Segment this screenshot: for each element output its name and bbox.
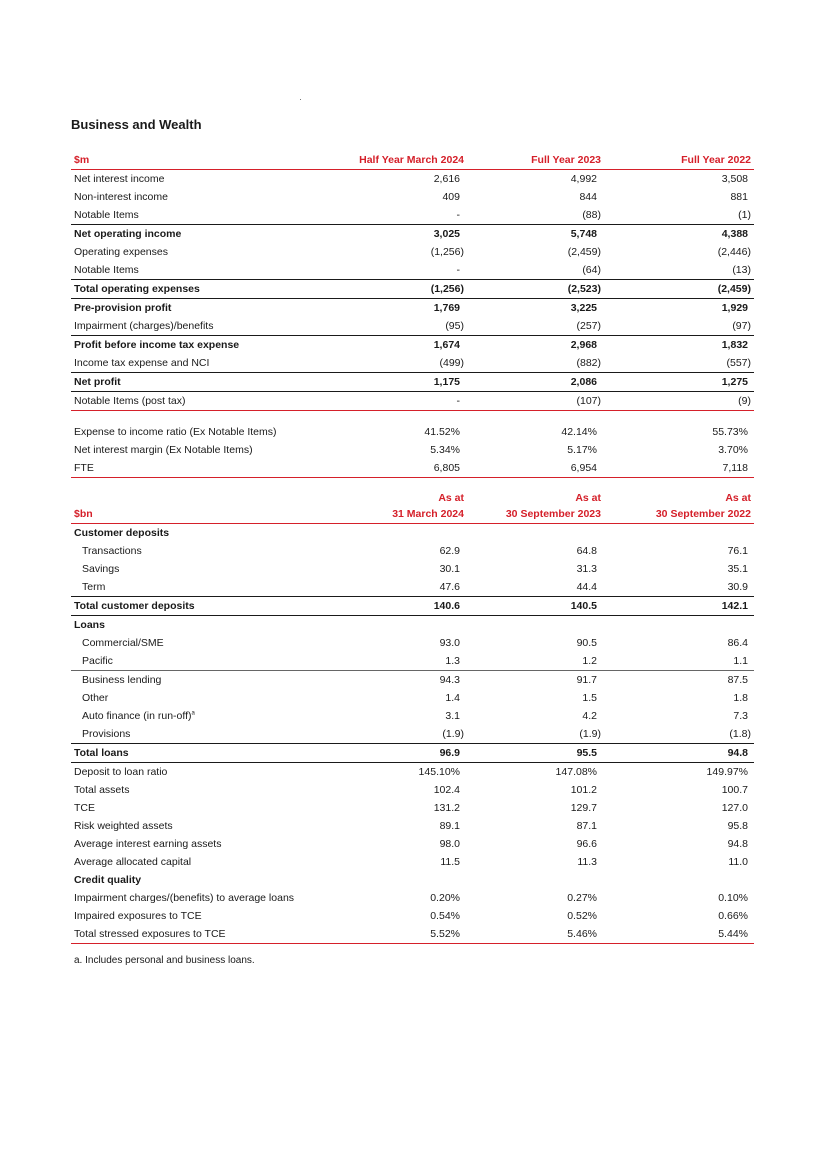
table-row bbox=[71, 781, 754, 799]
row-label: Notable Items bbox=[74, 209, 139, 221]
value-cell: (2,459) bbox=[567, 246, 601, 258]
row-label bbox=[71, 907, 341, 925]
row-label bbox=[71, 616, 341, 635]
row-label: Net interest income bbox=[74, 173, 165, 185]
value-cell: (1,256) bbox=[430, 246, 464, 258]
table-row bbox=[71, 188, 754, 206]
row-label bbox=[71, 671, 341, 690]
value-cell: 5.34% bbox=[430, 444, 460, 456]
value-cell bbox=[341, 524, 476, 543]
value-cell: (1,256) bbox=[430, 283, 464, 295]
row-label bbox=[71, 799, 341, 817]
row-label: Net operating income bbox=[74, 228, 182, 240]
footnote: a. Includes personal and business loans. bbox=[74, 955, 255, 966]
value-cell: 87.1 bbox=[576, 820, 597, 832]
table-row bbox=[71, 671, 754, 690]
row-label: Income tax expense and NCI bbox=[74, 357, 210, 369]
row-label bbox=[71, 781, 341, 799]
value-cell: 4.2 bbox=[582, 710, 597, 722]
row-label: Impairment (charges)/benefits bbox=[74, 320, 214, 332]
table-row bbox=[71, 907, 754, 925]
value-cell: (1) bbox=[738, 209, 751, 221]
table-header-top-row bbox=[71, 491, 754, 505]
row-label-text: Impairment charges/(benefits) to average loans bbox=[74, 892, 295, 904]
table-header-row bbox=[71, 505, 754, 524]
row-label-text: Term bbox=[82, 581, 106, 593]
table-row bbox=[71, 373, 754, 392]
value-cell: 881 bbox=[730, 191, 748, 203]
row-label bbox=[71, 524, 341, 543]
value-cell: 0.10% bbox=[718, 892, 748, 904]
value-cell: 94.8 bbox=[727, 838, 748, 850]
footnote-marker: a bbox=[191, 710, 195, 717]
row-label-text: Transactions bbox=[82, 545, 142, 557]
row-label: FTE bbox=[74, 462, 94, 474]
value-cell: (257) bbox=[576, 320, 601, 332]
value-cell: 1,769 bbox=[433, 302, 460, 314]
value-cell: 1,674 bbox=[433, 339, 460, 351]
row-label bbox=[71, 763, 341, 782]
value-cell: 5.17% bbox=[567, 444, 597, 456]
value-cell: 4,388 bbox=[721, 228, 748, 240]
row-label-text: Business lending bbox=[82, 674, 162, 686]
value-cell: (9) bbox=[738, 395, 751, 407]
value-cell: 44.4 bbox=[576, 581, 597, 593]
row-label bbox=[71, 652, 341, 671]
table-row bbox=[71, 354, 754, 373]
value-cell: 86.4 bbox=[727, 637, 748, 649]
value-cell: 1.1 bbox=[733, 655, 748, 667]
value-cell: 2,616 bbox=[433, 173, 460, 185]
value-cell: 102.4 bbox=[433, 784, 460, 796]
value-cell: 94.3 bbox=[439, 674, 460, 686]
value-cell: (1.9) bbox=[579, 728, 601, 740]
value-cell: 1,929 bbox=[721, 302, 748, 314]
table-row bbox=[71, 261, 754, 280]
value-cell: 6,805 bbox=[433, 462, 460, 474]
value-cell: - bbox=[456, 264, 460, 276]
table-row bbox=[71, 280, 754, 299]
value-cell bbox=[476, 871, 613, 889]
value-cell: 35.1 bbox=[727, 563, 748, 575]
row-label-text: TCE bbox=[74, 802, 95, 814]
value-cell: 0.54% bbox=[430, 910, 460, 922]
value-cell: 140.6 bbox=[433, 600, 460, 612]
value-cell: 89.1 bbox=[439, 820, 460, 832]
value-cell: 6,954 bbox=[570, 462, 597, 474]
value-cell: 1.5 bbox=[582, 692, 597, 704]
row-label: Expense to income ratio (Ex Notable Items) bbox=[74, 426, 277, 438]
value-cell: 131.2 bbox=[433, 802, 460, 814]
table-row bbox=[71, 634, 754, 652]
row-label bbox=[71, 597, 341, 616]
row-label: Net interest margin (Ex Notable Items) bbox=[74, 444, 253, 456]
table-row bbox=[71, 889, 754, 907]
row-label-text: Impaired exposures to TCE bbox=[74, 910, 202, 922]
value-cell: (97) bbox=[732, 320, 751, 332]
page-title: Business and Wealth bbox=[71, 117, 202, 132]
table-row bbox=[71, 725, 754, 744]
value-cell: 4,992 bbox=[570, 173, 597, 185]
column-header: Full Year 2022 bbox=[681, 154, 751, 166]
value-cell: 42.14% bbox=[561, 426, 597, 438]
row-label-text: Auto finance (in run-off) bbox=[82, 710, 192, 722]
spacer-row bbox=[71, 411, 754, 424]
row-label bbox=[71, 634, 341, 652]
value-cell: 76.1 bbox=[727, 545, 748, 557]
value-cell: (95) bbox=[445, 320, 464, 332]
column-header-top: As at bbox=[575, 492, 601, 504]
value-cell: (1.9) bbox=[442, 728, 464, 740]
spacer-cell bbox=[71, 411, 754, 424]
value-cell: (13) bbox=[732, 264, 751, 276]
row-label bbox=[71, 560, 341, 578]
value-cell: - bbox=[456, 395, 460, 407]
value-cell: 101.2 bbox=[570, 784, 597, 796]
value-cell: (107) bbox=[576, 395, 601, 407]
table-row bbox=[71, 206, 754, 225]
table-row bbox=[71, 763, 754, 782]
value-cell: 91.7 bbox=[576, 674, 597, 686]
table-row bbox=[71, 744, 754, 763]
column-header: 30 September 2022 bbox=[655, 508, 751, 520]
row-label bbox=[71, 871, 341, 889]
value-cell: 1,275 bbox=[721, 376, 748, 388]
value-cell: 3.70% bbox=[718, 444, 748, 456]
value-cell: (499) bbox=[439, 357, 464, 369]
value-cell: (2,523) bbox=[567, 283, 601, 295]
value-cell: - bbox=[456, 209, 460, 221]
value-cell: 3.1 bbox=[445, 710, 460, 722]
value-cell bbox=[341, 871, 476, 889]
value-cell: 62.9 bbox=[439, 545, 460, 557]
row-label bbox=[71, 578, 341, 597]
row-label-text: Total loans bbox=[74, 747, 129, 759]
table-row bbox=[71, 392, 754, 411]
value-cell: 1.8 bbox=[733, 692, 748, 704]
value-cell: 64.8 bbox=[576, 545, 597, 557]
value-cell bbox=[613, 871, 754, 889]
row-label: Operating expenses bbox=[74, 246, 168, 258]
table-row bbox=[71, 459, 754, 478]
value-cell: 5.52% bbox=[430, 928, 460, 940]
row-label: Notable Items bbox=[74, 264, 139, 276]
table-row bbox=[71, 441, 754, 459]
value-cell: 844 bbox=[579, 191, 597, 203]
row-label-text: Customer deposits bbox=[74, 527, 170, 539]
value-cell: 0.52% bbox=[567, 910, 597, 922]
row-label: Pre-provision profit bbox=[74, 302, 172, 314]
table-row bbox=[71, 835, 754, 853]
table-row bbox=[71, 652, 754, 671]
row-label-text: Other bbox=[82, 692, 109, 704]
value-cell: 5.46% bbox=[567, 928, 597, 940]
row-label: Profit before income tax expense bbox=[74, 339, 240, 351]
value-cell: 96.9 bbox=[439, 747, 460, 759]
table-row bbox=[71, 578, 754, 597]
value-cell: (1.8) bbox=[729, 728, 751, 740]
table-row bbox=[71, 925, 754, 944]
column-header: Half Year March 2024 bbox=[359, 154, 464, 166]
value-cell: 30.9 bbox=[727, 581, 748, 593]
column-header-top: As at bbox=[725, 492, 751, 504]
value-cell: 47.6 bbox=[439, 581, 460, 593]
value-cell: 11.3 bbox=[577, 856, 597, 868]
value-cell: 0.20% bbox=[430, 892, 460, 904]
decorative-dot bbox=[300, 99, 301, 100]
row-label-text: Deposit to loan ratio bbox=[74, 766, 168, 778]
table-row bbox=[71, 560, 754, 578]
column-header: Full Year 2023 bbox=[531, 154, 601, 166]
table-row bbox=[71, 597, 754, 616]
value-cell: 1.4 bbox=[445, 692, 460, 704]
row-label: Non-interest income bbox=[74, 191, 168, 203]
value-cell: (557) bbox=[726, 357, 751, 369]
value-cell: 1.2 bbox=[582, 655, 597, 667]
row-label-text: Savings bbox=[82, 563, 120, 575]
table-row bbox=[71, 707, 754, 725]
table-row bbox=[71, 423, 754, 441]
column-header: 30 September 2023 bbox=[505, 508, 601, 520]
value-cell bbox=[613, 524, 754, 543]
table-row bbox=[71, 616, 754, 635]
value-cell: (882) bbox=[576, 357, 601, 369]
value-cell: 95.8 bbox=[727, 820, 748, 832]
row-label-text: Total customer deposits bbox=[74, 600, 195, 612]
value-cell bbox=[613, 616, 754, 635]
table-row bbox=[71, 799, 754, 817]
value-cell: 30.1 bbox=[439, 563, 460, 575]
row-label bbox=[71, 817, 341, 835]
row-label: Net profit bbox=[74, 376, 121, 388]
row-label-text: Average interest earning assets bbox=[74, 838, 222, 850]
value-cell: 0.27% bbox=[567, 892, 597, 904]
row-label-text: Loans bbox=[74, 619, 105, 631]
value-cell bbox=[476, 616, 613, 635]
value-cell: 1,832 bbox=[721, 339, 748, 351]
value-cell: 3,508 bbox=[721, 173, 748, 185]
column-header-top: As at bbox=[438, 492, 464, 504]
value-cell: 129.7 bbox=[570, 802, 597, 814]
value-cell: 127.0 bbox=[721, 802, 748, 814]
table-row bbox=[71, 317, 754, 336]
row-label bbox=[71, 889, 341, 907]
value-cell: 95.5 bbox=[576, 747, 597, 759]
value-cell: 1,175 bbox=[433, 376, 460, 388]
row-label-text: Total stressed exposures to TCE bbox=[74, 928, 226, 940]
table-row bbox=[71, 871, 754, 889]
value-cell: 55.73% bbox=[712, 426, 748, 438]
income-statement-table bbox=[71, 151, 754, 478]
value-cell: (2,446) bbox=[717, 246, 751, 258]
value-cell: (88) bbox=[582, 209, 601, 221]
table-header-row bbox=[71, 151, 754, 170]
row-label: Notable Items (post tax) bbox=[74, 395, 186, 407]
row-label bbox=[71, 725, 341, 744]
row-label bbox=[71, 853, 341, 871]
row-label bbox=[71, 707, 341, 725]
value-cell: 94.8 bbox=[727, 747, 748, 759]
value-cell: 98.0 bbox=[439, 838, 460, 850]
column-header: 31 March 2024 bbox=[392, 508, 464, 520]
value-cell: 87.5 bbox=[727, 674, 748, 686]
row-label-text: Risk weighted assets bbox=[74, 820, 173, 832]
value-cell: 142.1 bbox=[721, 600, 748, 612]
value-cell: 147.08% bbox=[555, 766, 597, 778]
table-row bbox=[71, 170, 754, 189]
row-label-text: Credit quality bbox=[74, 874, 142, 886]
value-cell: 2,968 bbox=[570, 339, 597, 351]
value-cell: 5.44% bbox=[718, 928, 748, 940]
value-cell: 11.0 bbox=[728, 856, 748, 868]
value-cell: 5,748 bbox=[570, 228, 597, 240]
value-cell: 100.7 bbox=[721, 784, 748, 796]
value-cell: (2,459) bbox=[717, 283, 751, 295]
table-row bbox=[71, 299, 754, 318]
value-cell: 140.5 bbox=[570, 600, 597, 612]
table-row bbox=[71, 817, 754, 835]
value-cell: 3,025 bbox=[433, 228, 460, 240]
column-header-top bbox=[71, 491, 341, 505]
value-cell: (64) bbox=[582, 264, 601, 276]
row-label bbox=[71, 925, 341, 944]
row-label bbox=[71, 689, 341, 707]
value-cell: 41.52% bbox=[424, 426, 460, 438]
row-label-text: Average allocated capital bbox=[74, 856, 192, 868]
value-cell: 96.6 bbox=[576, 838, 597, 850]
row-label bbox=[71, 744, 341, 763]
value-cell bbox=[476, 524, 613, 543]
row-label: Total operating expenses bbox=[74, 283, 200, 295]
value-cell: 7.3 bbox=[733, 710, 748, 722]
table-row bbox=[71, 524, 754, 543]
balance-sheet-table bbox=[71, 491, 754, 944]
value-cell: 0.66% bbox=[718, 910, 748, 922]
row-label bbox=[71, 835, 341, 853]
row-label-text: Commercial/SME bbox=[82, 637, 164, 649]
column-header: $bn bbox=[74, 508, 93, 520]
value-cell: 1.3 bbox=[445, 655, 460, 667]
value-cell: 93.0 bbox=[439, 637, 460, 649]
row-label bbox=[71, 542, 341, 560]
row-label-text: Pacific bbox=[82, 655, 113, 667]
value-cell: 3,225 bbox=[570, 302, 597, 314]
value-cell bbox=[341, 616, 476, 635]
table-row bbox=[71, 853, 754, 871]
value-cell: 145.10% bbox=[418, 766, 460, 778]
value-cell: 409 bbox=[442, 191, 460, 203]
table-row bbox=[71, 542, 754, 560]
value-cell: 90.5 bbox=[576, 637, 597, 649]
row-label-text: Provisions bbox=[82, 728, 131, 740]
value-cell: 149.97% bbox=[706, 766, 748, 778]
table-row bbox=[71, 243, 754, 261]
value-cell: 7,118 bbox=[722, 462, 748, 474]
table-row bbox=[71, 689, 754, 707]
table-row bbox=[71, 225, 754, 244]
table-row bbox=[71, 336, 754, 355]
value-cell: 2,086 bbox=[570, 376, 597, 388]
value-cell: 31.3 bbox=[576, 563, 597, 575]
row-label-text: Total assets bbox=[74, 784, 130, 796]
column-header: $m bbox=[74, 154, 90, 166]
value-cell: 11.5 bbox=[440, 856, 460, 868]
